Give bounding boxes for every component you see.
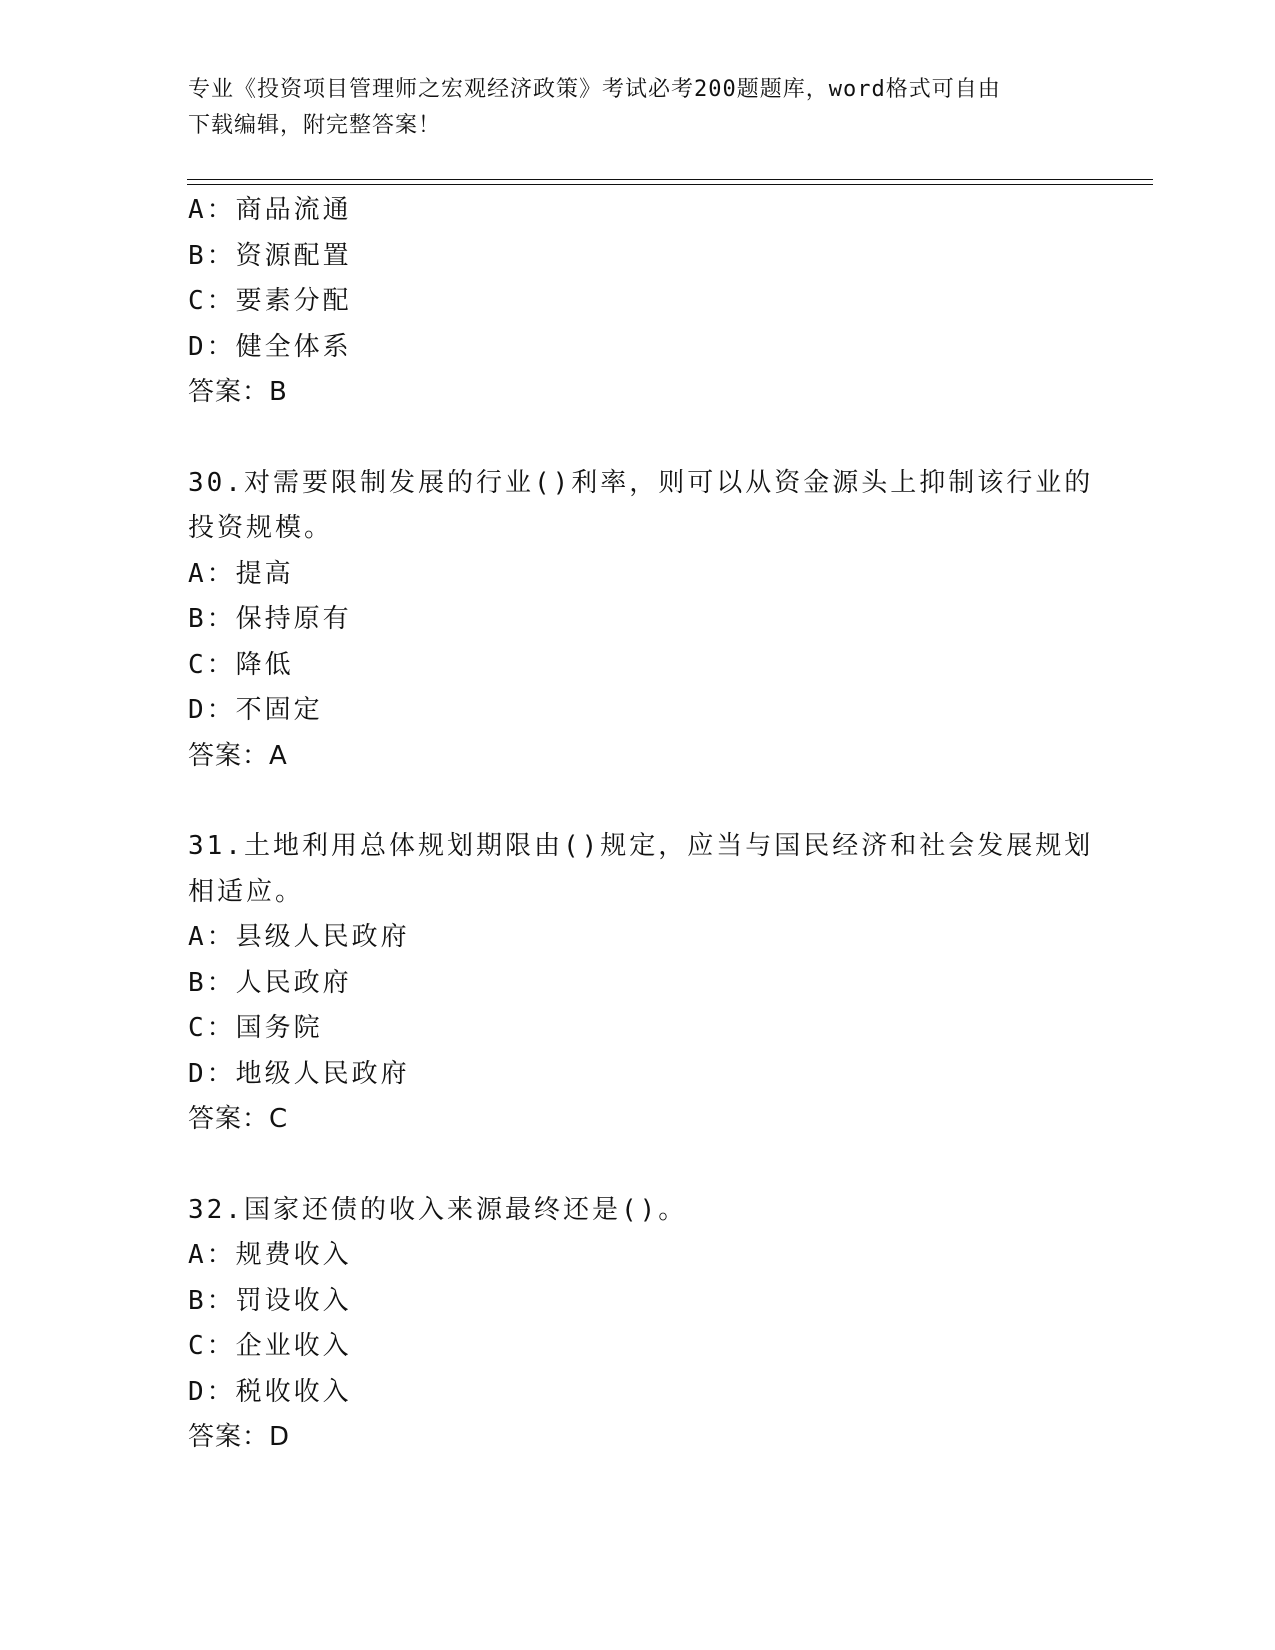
option-b: B：保持原有 [188,604,352,634]
header-rule-bottom [187,184,1153,185]
spacer [188,1143,1088,1188]
question-list [188,188,1094,1461]
option-c: C：降低 [188,649,294,680]
option-d: D：健全体系 [188,331,352,362]
answer: 答案：A [188,740,288,771]
option-c: C：企业收入 [188,1331,352,1361]
option-a: A：规费收入 [188,1240,352,1270]
question-29 [188,188,1088,416]
option-d: D：不固定 [188,695,323,725]
option-d: D：税收收入 [188,1376,352,1407]
option-c: C：国务院 [188,1013,323,1043]
option-d: D：地级人民政府 [188,1058,410,1089]
question-stem-line-2: 投资规模。 [188,513,334,543]
answer: 答案：D [188,1422,291,1452]
question-30 [188,461,1094,780]
option-a: A：提高 [188,558,294,589]
question-stem-line-1: 32.国家还债的收入来源最终还是()。 [188,1194,688,1225]
option-b: B：资源配置 [188,240,352,271]
option-c: C：要素分配 [188,286,352,316]
spacer [188,779,1088,824]
header-line-1: 专业《投资项目管理师之宏观经济政策》考试必考200题题库，word格式可自由 [188,77,1001,102]
question-31 [188,824,1094,1143]
option-a: A：商品流通 [188,195,352,225]
question-stem-line-1: 30.对需要限制发展的行业()利率，则可以从资金源头上抑制该行业的 [188,467,1094,498]
header-line-2: 下载编辑，附完整答案！ [188,113,442,138]
question-stem-line-2: 相适应。 [188,876,305,907]
document-header [188,72,1088,144]
question-32 [188,1188,1088,1461]
question-stem-line-1: 31.土地利用总体规划期限由()规定，应当与国民经济和社会发展规划 [188,831,1094,861]
answer: 答案：C [188,1104,289,1134]
option-a: A：县级人民政府 [188,922,410,952]
header-rule-top [187,179,1153,180]
option-b: B：罚设收入 [188,1285,352,1316]
answer: 答案：B [188,377,288,407]
spacer [188,416,1088,461]
option-b: B：人民政府 [188,967,352,998]
